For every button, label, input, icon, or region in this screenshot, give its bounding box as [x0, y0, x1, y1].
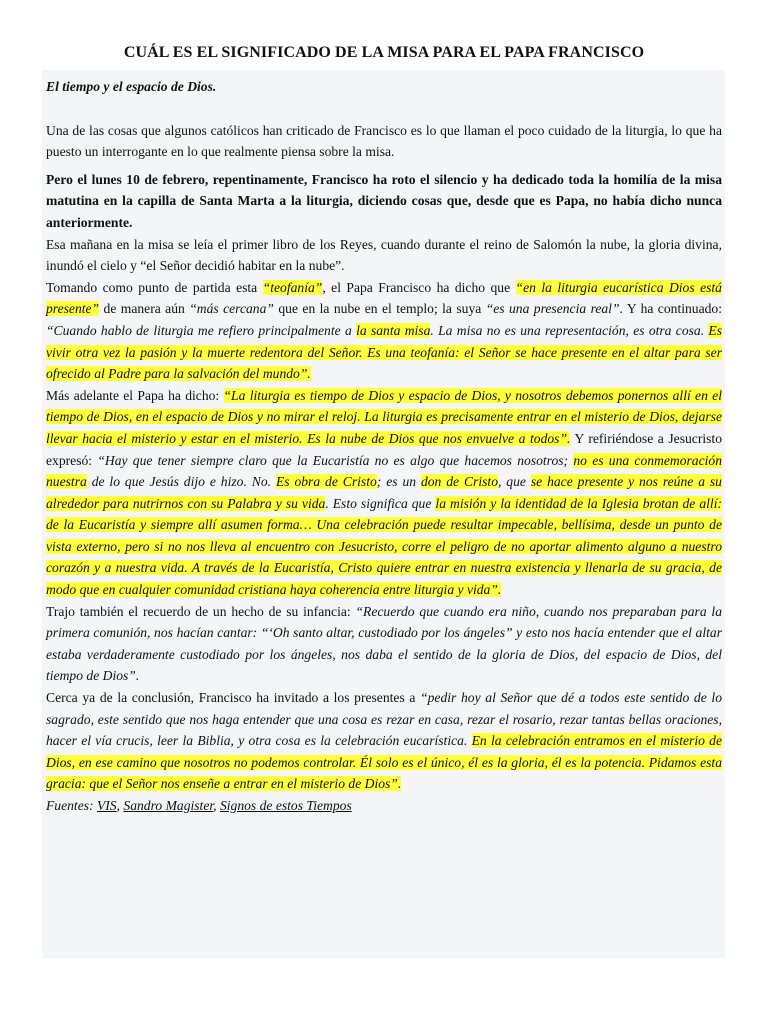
text-span: Y refiriéndose a Jesucristo expresó:	[46, 430, 723, 468]
source-link-signos-de-estos-tiempos[interactable]: Signos de estos Tiempos	[219, 798, 352, 813]
page-title: CUÁL ES EL SIGNIFICADO DE LA MISA PARA EL PAPA FRANCISCO	[123, 44, 645, 61]
highlighted-quote: “teofanía”	[262, 279, 323, 295]
quote: “pedir hoy al Señor que dé a todos este sentido de lo sagrado, este sentido que nos haga entender que una cosa es rezar en casa, rezar el rosario, rezar tantas bellas oraciones, hacer el vía crucis, leer la Biblia, y otra cosa es la celebración eucarística.	[46, 690, 722, 749]
text-span: Cerca ya de la conclusión, Francisco ha invitado a los presentes a	[46, 690, 421, 706]
text-span: . Y ha continuado:	[619, 301, 722, 317]
quote: “más cercana”	[189, 301, 274, 317]
quote: “Cuando hablo de liturgia me refiero principalmente a	[46, 322, 357, 338]
article-subtitle: El tiempo y el espacio de Dios.	[46, 79, 217, 94]
highlighted-quote: la santa misa	[356, 322, 431, 338]
text-span: que en la nube en el templo; la suya	[273, 301, 486, 317]
quote: . Esto significa que	[325, 495, 436, 511]
paragraph-tiempo-de-dios	[46, 385, 722, 601]
quote: . La misa no es una representación, es otra cosa.	[430, 322, 709, 338]
highlighted-quote: En la celebración entramos en el misterio de Dios, en ese camino que nosotros no podemos controlar. Él solo es el único, él es la gloria, él es la potencia. Pidamos esta gracia: que el Señor nos enseñe a entrar en el misterio de Dios”.	[46, 733, 723, 792]
highlighted-quote: se hace presente y nos reúne a su alrededor para nutrirnos con su Palabra y su vida	[46, 474, 722, 511]
highlighted-quote: “en la liturgia eucarística Dios está presente”	[46, 279, 722, 317]
paragraph-conclusion	[46, 687, 722, 795]
quote: , que	[498, 474, 531, 490]
highlighted-quote: Es obra de Cristo	[275, 474, 377, 490]
quote: de lo que Jesús dijo e hizo. No.	[86, 474, 276, 490]
text-span: de manera aún	[99, 301, 190, 317]
separator: ,	[116, 798, 124, 813]
paragraph-teofania	[46, 277, 722, 385]
highlighted-quote: “La liturgia es tiempo de Dios y espacio de Dios, y nosotros debemos ponernos allí en el tiempo de Dios, en el espacio de Dios y no mirar el reloj. La liturgia es precisamente entrar en el misterio de Dios, dejarse llevar hacia el misterio y estar en el misterio. Es la nube de Dios que nos envuelve a todos”.	[46, 387, 722, 446]
quote: “Recuerdo que cuando era niño, cuando nos preparaban para la primera comunión, nos hacían cantar: “‘Oh santo altar, custodiado por los ángeles” y esto nos hacía entender que el altar estaba verdaderamente custodiado por los ángeles, nos daba el sentido de la gloria de Dios, del espacio de Dios, del tiempo de Dios”.	[46, 603, 722, 684]
paragraph-reyes: Esa mañana en la misa se leía el primer libro de los Reyes, cuando durante el reino de Salomón la nube, la gloria divina, inundó el cielo y “el Señor decidió habitar en la nube”.	[46, 236, 722, 274]
text-span: Tomando como punto de partida esta	[46, 279, 263, 295]
separator: ,	[213, 798, 220, 813]
quote: “Hay que tener siempre claro que la Eucaristía no es algo que hacemos nosotros;	[97, 452, 574, 468]
highlighted-quote: la misión y la identidad de la Iglesia brotan de allí: de la Eucaristía y siempre allí asumen forma… Una celebración puede resultar impecable, bellísima, desde un punto de vista externo, pero si no nos lleva al encuentro con Jesucristo, corre el peligro de no aportar alimento alguno a nuestro corazón y a nuestra vida. A través de la Eucaristía, Cristo quiere entrar en nuestra existencia y llenarla de su gracia, de modo que en cualquier comunidad cristiana haya coherencia entre liturgia y vida”.	[46, 495, 723, 598]
sources-label: Fuentes:	[46, 798, 97, 813]
highlighted-quote: don de Cristo	[420, 474, 498, 490]
highlighted-quote: Es vivir otra vez la pasión y la muerte redentora del Señor. Es una teofanía: el Señor se hace presente en el altar para ser ofrecido al Padre para la salvación del mundo”.	[46, 322, 722, 382]
highlighted-quote: no es una conmemoración nuestra	[46, 452, 722, 490]
paragraph-infancia	[46, 601, 722, 687]
quote: ; es un	[376, 474, 421, 490]
article-body	[46, 76, 722, 817]
source-link-sandro-magister[interactable]: Sandro Magister	[123, 798, 214, 813]
paragraph-bold-announcement: Pero el lunes 10 de febrero, repentinamente, Francisco ha roto el silencio y ha dedicado toda la homilía de la misa matutina en la capilla de Santa Marta a la liturgia, diciendo cosas que, desde que es Papa, no había dicho nunca anteriormente.	[46, 171, 722, 230]
paragraph-intro: Una de las cosas que algunos católicos han criticado de Francisco es lo que llaman el poco cuidado de la liturgia, lo que ha puesto un interrogante en lo que realmente piensa sobre la misa.	[46, 122, 722, 160]
source-link-vis[interactable]: VIS	[96, 798, 117, 813]
text-span: Más adelante el Papa ha dicho:	[46, 387, 224, 403]
sources-line	[46, 795, 722, 817]
text-span: Trajo también el recuerdo de un hecho de su infancia:	[46, 603, 356, 619]
text-span: , el Papa Francisco ha dicho que	[322, 279, 516, 295]
document-page	[42, 70, 725, 958]
quote: “es una presencia real”	[485, 301, 620, 317]
